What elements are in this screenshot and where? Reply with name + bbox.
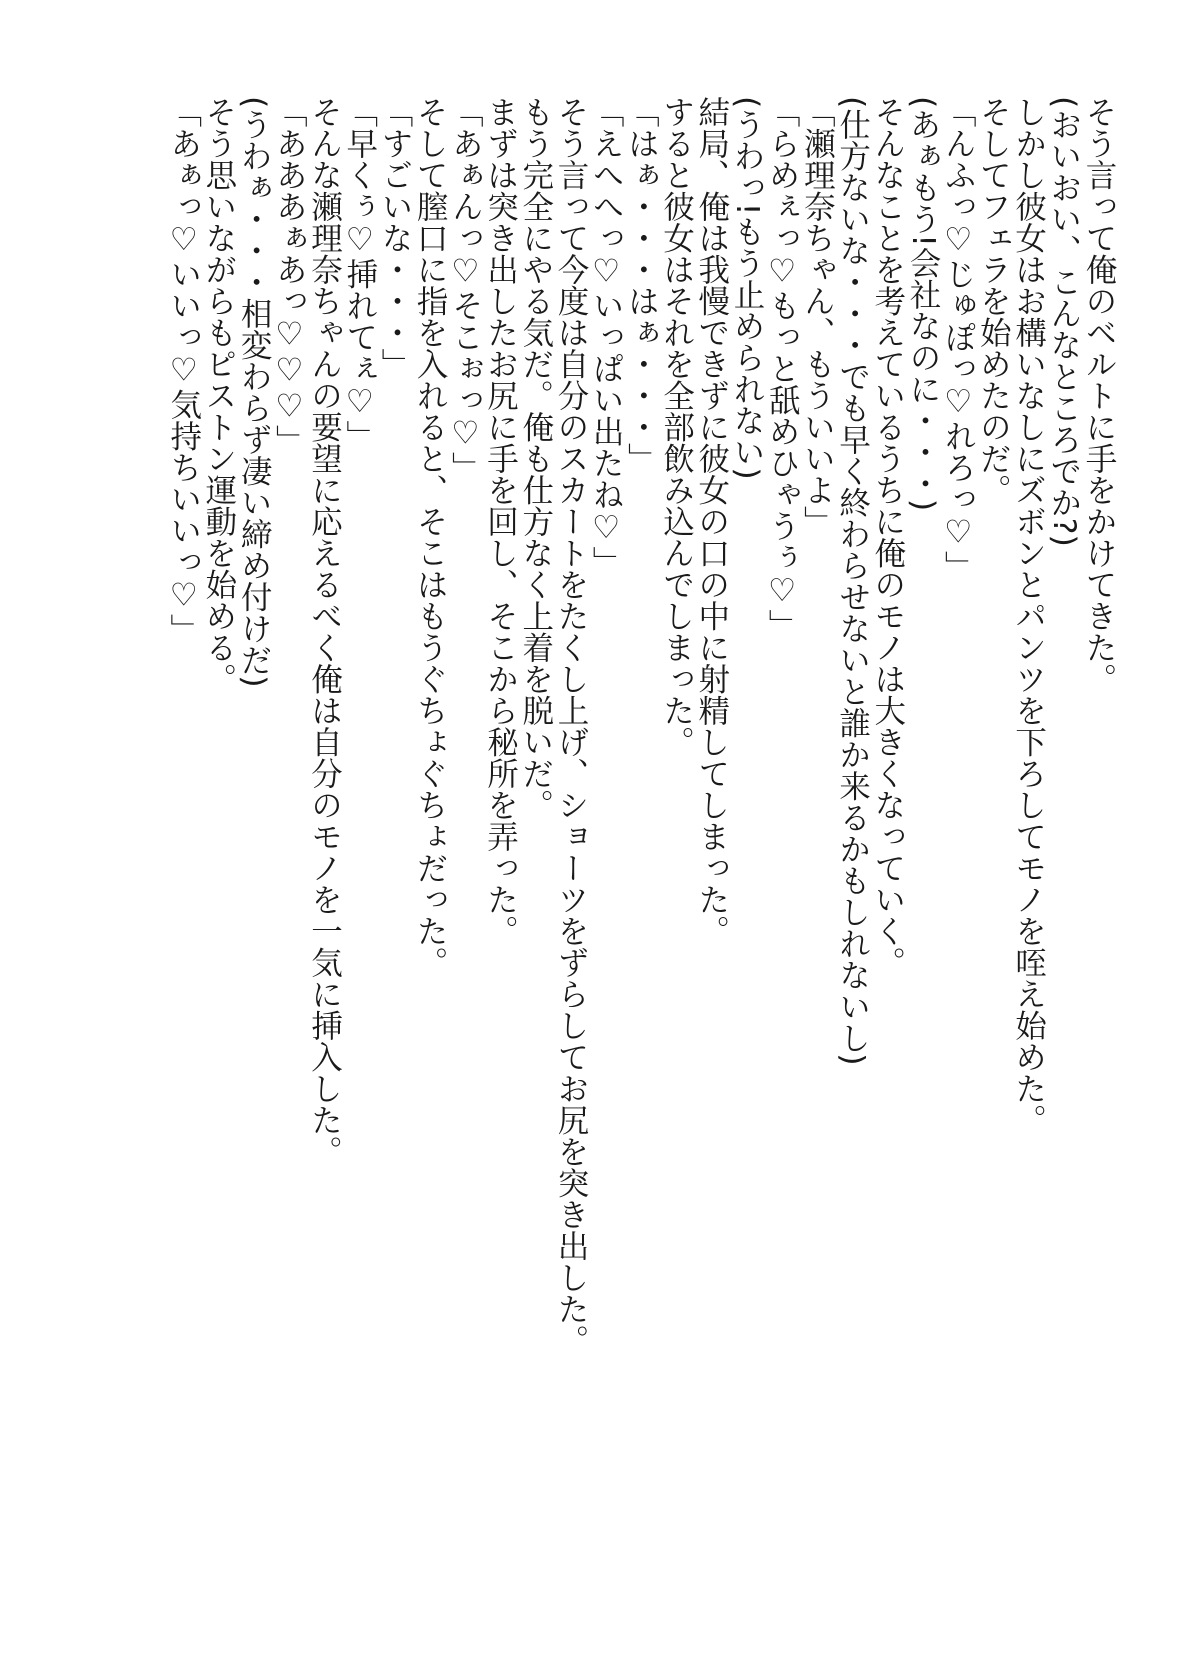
text-line: 「えへへっ♡いっぱい出たね♡」 — [588, 96, 625, 578]
text-line: (おいおい、こんなところでか?) — [1045, 96, 1082, 547]
text-line: そんなことを考えているうちに俺のモノは大きくなっていく。 — [869, 96, 906, 978]
text-line: そして膣口に指を入れると、そこはもうぐちょぐちょだった。 — [412, 96, 449, 978]
text-line: そしてフェラを始めたのだ。 — [975, 96, 1012, 506]
text-line: しかし彼女はお構いなしにズボンとパンツを下ろしてモノを咥え始めた。 — [1010, 96, 1047, 1136]
text-line: もう完全にやる気だ。俺も仕方なく上着を脱いだ。 — [517, 96, 554, 821]
vertical-text-body — [166, 96, 1116, 1536]
text-line: (仕方ないな・・・でも早く終わらせないと誰か来るかもしれないし) — [834, 96, 871, 1066]
text-line: 「瀬理奈ちゃん、もういいよ」 — [799, 96, 836, 537]
text-line: 「あああぁあっ♡♡♡」 — [271, 96, 308, 456]
text-line: 「あぁっ♡いいっ♡気持ちいいっ♡」 — [165, 96, 202, 645]
text-line: (うわっ!もう止められない) — [728, 96, 765, 480]
text-line: 「すごいな・・・」 — [376, 96, 413, 380]
text-line: まずは突き出したお尻に手を回し、そこから秘所を弄った。 — [482, 96, 519, 947]
text-line: 「早くぅ♡挿れてぇ♡」 — [341, 96, 378, 452]
text-line: すると彼女はそれを全部飲み込んでしまった。 — [658, 96, 695, 758]
text-line: 「はぁ・・・はぁ・・・」 — [623, 96, 660, 474]
text-line: そう思いながらもピストン運動を始める。 — [200, 96, 237, 695]
text-line: 結局、俺は我慢できずに彼女の口の中に射精してしまった。 — [693, 96, 730, 947]
text-line: そう言って俺のベルトに手をかけてきた。 — [1081, 96, 1117, 695]
text-line: 「らめぇっ♡もっと舐めひゃうぅ♡」 — [764, 96, 801, 641]
text-line: 「あぁんっ♡そこぉっ♡」 — [447, 96, 484, 483]
text-line: (あぁもう!会社なのに・・・) — [904, 96, 941, 512]
text-line: (うわぁ・・・相変わらず凄い締め付けだ) — [236, 96, 273, 688]
text-line: そんな瀬理奈ちゃんの要望に応えるべく俺は自分のモノを一気に挿入した。 — [306, 96, 343, 1167]
text-line: 「んふっ♡じゅぽっ♡れろっ♡」 — [940, 96, 977, 582]
text-line: そう言って今度は自分のスカートをたくし上げ、ショーツをずらしてお尻を突き出した。 — [552, 96, 589, 1356]
